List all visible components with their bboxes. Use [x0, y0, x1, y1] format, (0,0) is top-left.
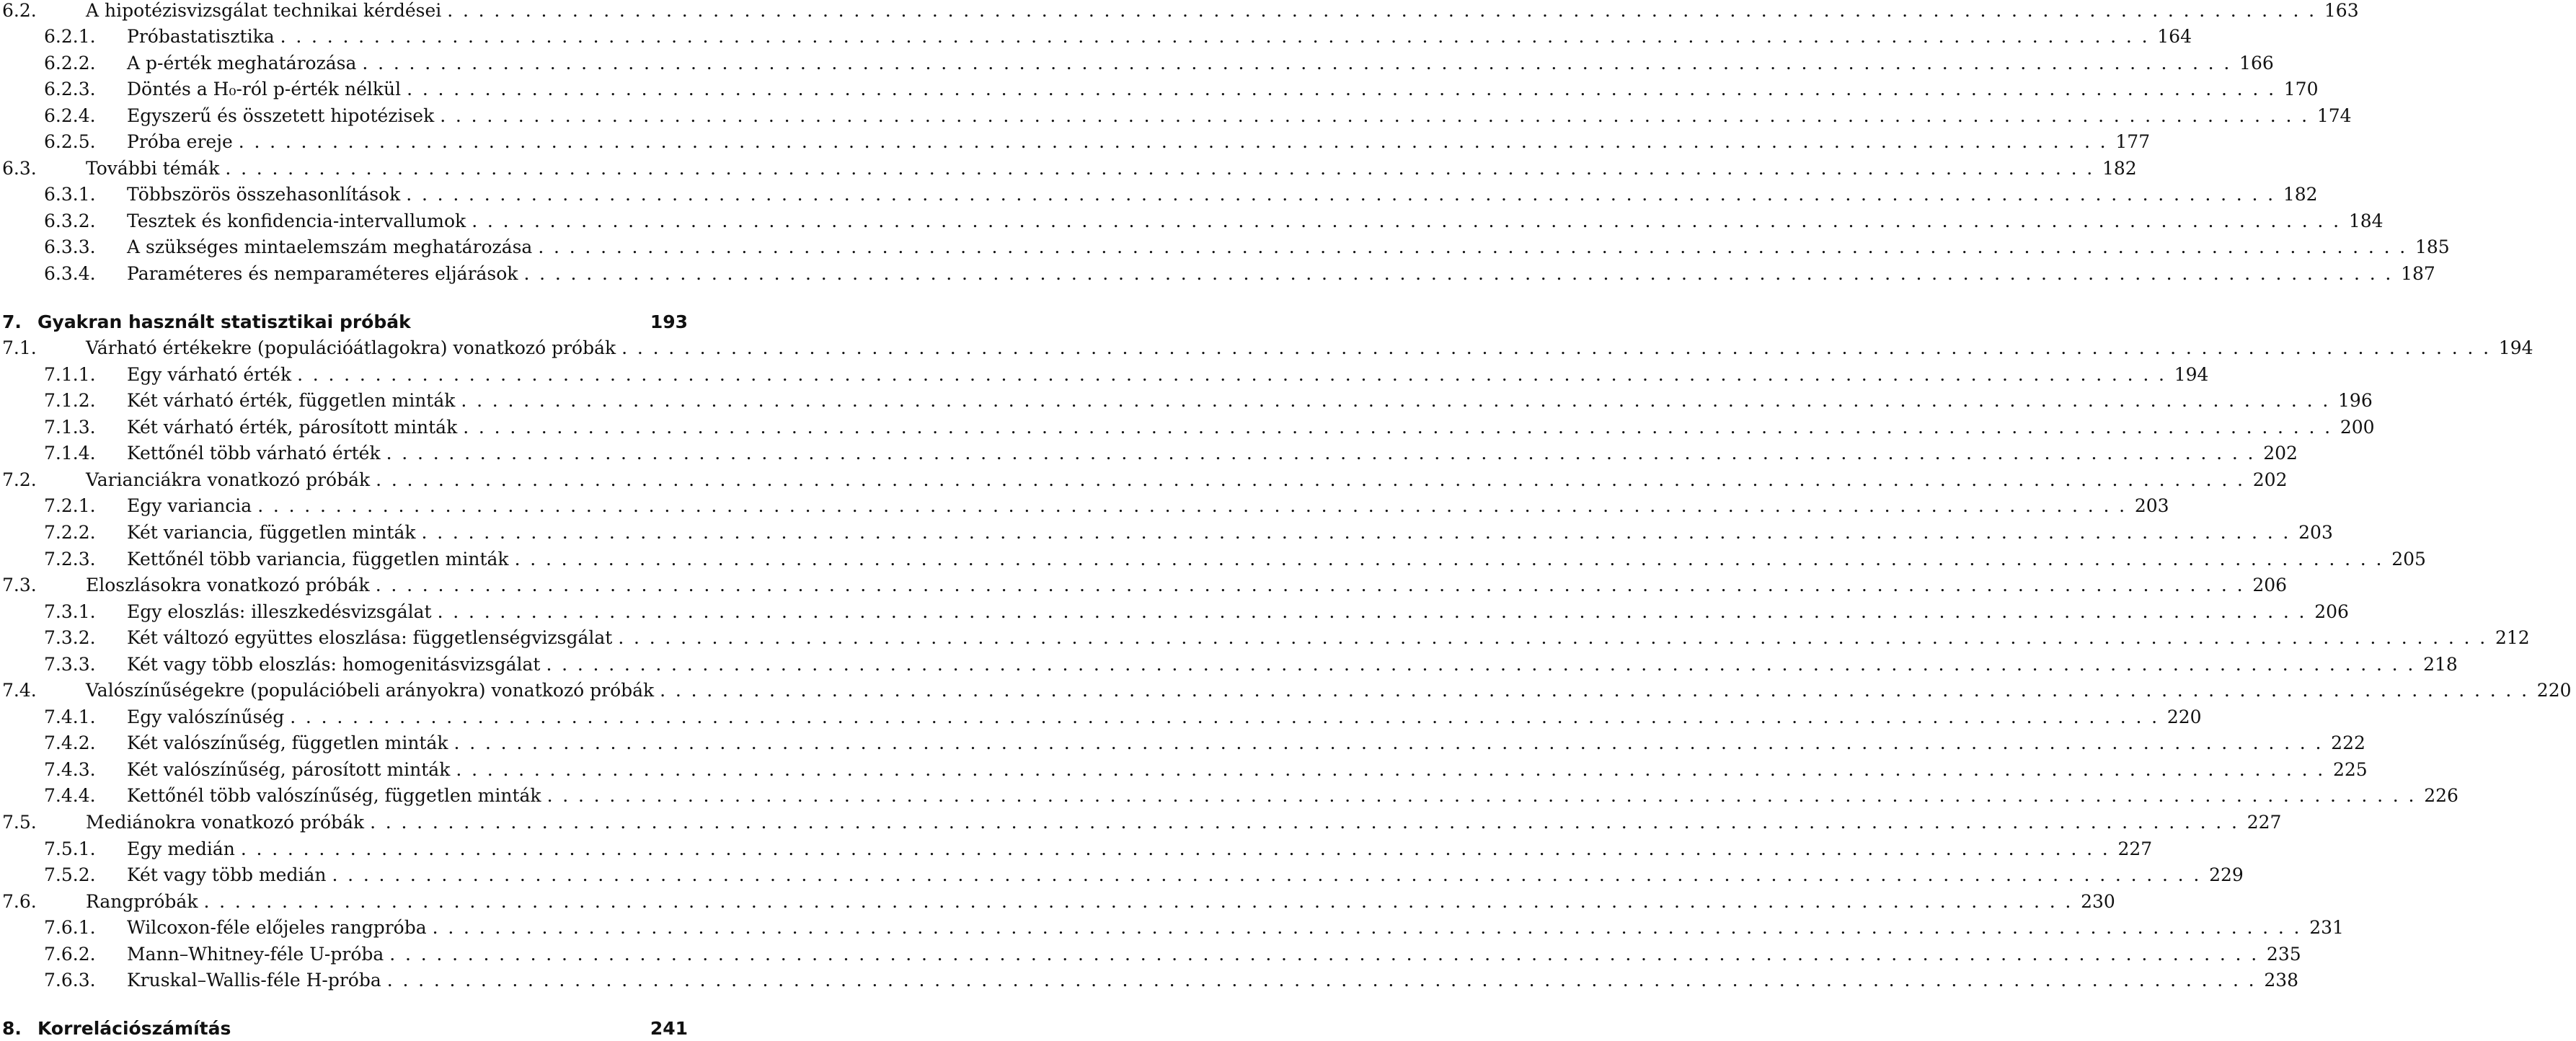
toc-entry-number: 7.2. [2, 469, 37, 490]
toc-entry[interactable] [0, 915, 2344, 941]
toc-entry-number: 7.3.1. [44, 601, 96, 622]
toc-entry-title: Két várható érték, független minták [127, 390, 456, 412]
toc-entry[interactable] [0, 546, 2426, 572]
toc-entry-title: Két vagy több eloszlás: homogenitásvizsgálat [127, 653, 541, 675]
toc-dot-leader: ........................................................................................................................ [440, 105, 2317, 126]
toc-entry[interactable] [0, 129, 2151, 155]
toc-dot-leader: ........................................................................................................................ [463, 416, 2340, 438]
toc-entry-title: Egy medián [127, 838, 235, 859]
toc-dot-leader: ........................................................................................................................ [386, 970, 2265, 991]
toc-entry-title: Korrelációszámítás [37, 1017, 231, 1039]
toc-entry-title: Próbastatisztika [127, 26, 275, 48]
toc-entry-page: 218 [2423, 653, 2458, 675]
toc-entry-page: 212 [2495, 627, 2530, 649]
toc-dot-leader: ........................................................................................................................ [240, 838, 2118, 859]
toc-entry-title: Két variancia, független minták [127, 521, 416, 543]
toc-entry[interactable] [0, 234, 2450, 260]
toc-entry[interactable] [0, 730, 2365, 756]
toc-entry[interactable] [0, 493, 2169, 519]
toc-entry[interactable] [0, 862, 2244, 888]
toc-entry-page: 226 [2424, 785, 2458, 807]
toc-entry[interactable] [0, 888, 2115, 914]
toc-entry[interactable] [0, 0, 2359, 23]
toc-entry-title: Valószínűségekre (populációbeli arányokra) vonatkozó próbák [86, 680, 655, 701]
toc-entry-page: 222 [2331, 732, 2365, 754]
toc-dot-leader: ........................................................................................................................ [621, 337, 2499, 359]
toc-entry-title: Egy valószínűség [127, 706, 285, 727]
toc-entry-page: 227 [2117, 838, 2153, 859]
toc-entry[interactable] [0, 414, 2375, 440]
toc-entry-page: 241 [650, 1017, 688, 1039]
toc-entry-title: Mediánokra vonatkozó próbák [86, 812, 365, 833]
toc-entry[interactable] [0, 76, 2319, 102]
toc-entry-number: 7.4.4. [44, 785, 96, 807]
toc-entry-title: Két változó együttes eloszlása: függetlenségvizsgálat [127, 627, 613, 649]
toc-entry[interactable] [0, 24, 2192, 50]
toc-entry-page: 238 [2264, 970, 2299, 991]
toc-entry[interactable] [0, 783, 2458, 809]
toc-entry-title: Két várható érték, párosított minták [127, 416, 458, 438]
toc-entry-number: 7.5.2. [44, 864, 96, 886]
toc-entry-page: 203 [2298, 521, 2333, 543]
toc-entry-page: 170 [2283, 79, 2319, 100]
toc-entry-title: Wilcoxon-féle előjeles rangpróba [127, 917, 427, 939]
toc-entry-page: 225 [2333, 758, 2368, 780]
toc-dot-leader: ........................................................................................................................ [447, 0, 2324, 21]
toc-dot-leader: ........................................................................................................................ [280, 26, 2158, 48]
toc-entry-title: Kettőnél több valószínűség, független minták [127, 785, 541, 807]
toc-dot-leader: ........................................................................................................................ [456, 758, 2333, 780]
toc-dot-leader: ........................................................................................................................ [370, 812, 2247, 833]
toc-entry-title: Mann–Whitney-féle U-próba [127, 943, 384, 965]
toc-entry-number: 7.2.3. [44, 548, 96, 570]
toc-dot-leader: ........................................................................................................................ [523, 263, 2402, 284]
toc-entry-page: 206 [2252, 575, 2288, 596]
toc-entry-title: Két valószínűség, független minták [127, 732, 448, 754]
toc-entry-page: 166 [2239, 52, 2274, 74]
toc-entry-number: 7.1.1. [44, 363, 96, 385]
toc-entry-number: 7.1.2. [44, 390, 96, 412]
toc-dot-leader: ........................................................................................................................ [386, 443, 2264, 464]
toc-entry[interactable] [0, 440, 2298, 466]
toc-entry-title: Kettőnél több várható érték [127, 443, 381, 464]
toc-dot-leader: ........................................................................................................................ [238, 131, 2116, 153]
toc-dot-leader: ........................................................................................................................ [257, 495, 2135, 517]
toc-entry-number: 6.3.2. [44, 210, 96, 231]
toc-dot-leader: ........................................................................................................................ [461, 390, 2339, 412]
toc-entry-page: 229 [2209, 864, 2244, 886]
toc-entry-page: 174 [2316, 105, 2352, 126]
toc-dot-leader: ........................................................................................................................ [472, 210, 2349, 231]
toc-dot-leader: ........................................................................................................................ [514, 548, 2392, 570]
toc-entry-number: 6.3. [2, 157, 37, 179]
toc-entry-title: Varianciákra vonatkozó próbák [86, 469, 371, 490]
toc-entry-title: Tesztek és konfidencia-intervallumok [127, 210, 466, 231]
toc-entry[interactable] [0, 572, 2288, 598]
toc-entry-number: 6.3.1. [44, 184, 96, 205]
toc-dot-leader: ........................................................................................................................ [332, 864, 2210, 886]
toc-entry[interactable] [0, 261, 2435, 287]
toc-entry-number: 7.3.3. [44, 653, 96, 675]
toc-dot-leader: ........................................................................................................................ [432, 917, 2310, 939]
toc-entry-number: 7.5.1. [44, 838, 96, 859]
toc-entry[interactable] [0, 466, 2288, 492]
toc-entry-page: 164 [2157, 26, 2192, 48]
toc-entry[interactable] [0, 625, 2530, 651]
toc-entry-number: 7.2.1. [44, 495, 96, 517]
toc-entry-page: 206 [2314, 601, 2349, 622]
toc-entry-page: 194 [2498, 337, 2533, 359]
toc-entry-number: 7.5. [2, 812, 37, 833]
toc-entry-page: 184 [2348, 210, 2384, 231]
toc-dot-leader: ........................................................................................................................ [225, 157, 2102, 179]
toc-entry-number: 7.4.2. [44, 732, 96, 754]
toc-entry[interactable] [0, 836, 2153, 861]
toc-entry-title: A p-érték meghatározása [127, 52, 357, 74]
toc-entry[interactable] [0, 598, 2349, 624]
toc-dot-leader: ........................................................................................................................ [453, 732, 2332, 754]
toc-dot-leader: ........................................................................................................................ [538, 236, 2415, 258]
toc-entry-number: 7. [2, 311, 22, 332]
toc-dot-leader: ........................................................................................................................ [406, 184, 2283, 205]
toc-dot-leader: ........................................................................................................................ [290, 706, 2167, 727]
toc-entry-page: 202 [2263, 443, 2298, 464]
toc-entry-number: 7.6.3. [44, 970, 96, 991]
toc-entry-number: 7.4. [2, 680, 37, 701]
toc-entry-number: 7.1.4. [44, 443, 96, 464]
toc-entry[interactable] [0, 208, 2384, 234]
toc-entry-title: Két valószínűség, párosított minták [127, 758, 451, 780]
toc-dot-leader: ........................................................................................................................ [546, 785, 2425, 807]
toc-entry-title: Eloszlásokra vonatkozó próbák [86, 575, 370, 596]
toc-entry-title: Gyakran használt statisztikai próbák [37, 311, 411, 332]
toc-entry-title: Egy eloszlás: illeszkedésvizsgálat [127, 601, 432, 622]
toc-dot-leader: ........................................................................................................................ [297, 363, 2174, 385]
toc-entry-number: 6.2.5. [44, 131, 96, 153]
toc-entry-number: 6.2. [2, 0, 37, 21]
toc-entry-number: 7.4.3. [44, 758, 96, 780]
toc-entry-number: 7.6.1. [44, 917, 96, 939]
toc-entry[interactable] [0, 519, 2333, 545]
toc-entry-title: Várható értékekre (populációátlagokra) vonatkozó próbák [86, 337, 616, 359]
toc-entry-page: 205 [2391, 548, 2426, 570]
toc-entry-number: 6.2.2. [44, 52, 96, 74]
toc-entry-title: Kruskal–Wallis-féle H-próba [127, 970, 381, 991]
toc-dot-leader: ........................................................................................................................ [376, 469, 2253, 490]
toc-entry-page: 230 [2081, 890, 2115, 912]
toc-entry[interactable] [0, 309, 692, 335]
toc-entry-number: 7.2.2. [44, 521, 96, 543]
toc-entry-page: 196 [2338, 390, 2373, 412]
toc-entry-number: 6.3.4. [44, 263, 96, 284]
toc-entry-title: Kettőnél több variancia, független minták [127, 548, 509, 570]
toc-entry-title: Egy várható érték [127, 363, 292, 385]
toc-dot-leader: ........................................................................................................................ [362, 52, 2240, 74]
toc-entry-number: 7.3.2. [44, 627, 96, 649]
toc-entry[interactable] [0, 941, 2301, 967]
toc-entry-page: 182 [2102, 157, 2137, 179]
toc-entry-title: Két vagy több medián [127, 864, 327, 886]
toc-entry-page: 163 [2324, 0, 2359, 21]
toc-entry-page: 182 [2283, 184, 2318, 205]
toc-entry-number: 7.6.2. [44, 943, 96, 965]
toc-entry-number: 8. [2, 1017, 22, 1039]
toc-entry-title: Döntés a H₀-ról p-érték nélkül [127, 79, 402, 100]
toc-entry-page: 202 [2252, 469, 2288, 490]
toc-entry-page: 231 [2309, 917, 2344, 939]
toc-entry-page: 177 [2115, 131, 2151, 153]
toc-entry[interactable] [0, 678, 2572, 704]
toc-entry-title: Rangpróbák [86, 890, 198, 912]
toc-entry-number: 7.3. [2, 575, 37, 596]
toc-entry-title: Egy variancia [127, 495, 252, 517]
toc-entry[interactable] [0, 50, 2274, 76]
toc-dot-leader: ........................................................................................................................ [375, 575, 2253, 596]
toc-entry-page: 200 [2340, 416, 2375, 438]
toc-entry[interactable] [0, 388, 2373, 414]
toc-entry-number: 7.4.1. [44, 706, 96, 727]
toc-entry-title: Egyszerű és összetett hipotézisek [127, 105, 435, 126]
toc-entry-title: Többszörös összehasonlítások [127, 184, 401, 205]
toc-entry-number: 7.6. [2, 890, 37, 912]
toc-entry-page: 220 [2166, 706, 2202, 727]
toc-entry-number: 6.2.4. [44, 105, 96, 126]
toc-entry[interactable] [0, 335, 2533, 361]
toc-entry-title: A hipotézisvizsgálat technikai kérdései [86, 0, 442, 21]
toc-entry[interactable] [0, 182, 2318, 208]
toc-entry-title: További témák [86, 157, 220, 179]
toc-dot-leader: ........................................................................................................................ [421, 521, 2299, 543]
toc-entry-page: 194 [2174, 363, 2209, 385]
toc-dot-leader: ........................................................................................................................ [407, 79, 2284, 100]
toc-dot-leader: ........................................................................................................................ [437, 601, 2315, 622]
toc-entry[interactable] [0, 1015, 692, 1041]
toc-entry-page: 185 [2415, 236, 2450, 258]
toc-entry-page: 203 [2134, 495, 2169, 517]
toc-entry[interactable] [0, 651, 2458, 677]
toc-entry[interactable] [0, 361, 2209, 387]
toc-entry-page: 187 [2401, 263, 2435, 284]
toc-entry[interactable] [0, 967, 2299, 993]
toc-entry-page: 193 [650, 311, 688, 332]
toc-entry-number: 6.3.3. [44, 236, 96, 258]
toc-entry-page: 220 [2536, 680, 2572, 701]
toc-entry-number: 7.1.3. [44, 416, 96, 438]
toc-dot-leader: ........................................................................................................................ [389, 943, 2267, 965]
toc-entry-number: 7.1. [2, 337, 37, 359]
toc-entry-title: Próba ereje [127, 131, 233, 153]
toc-entry-title: A szükséges mintaelemszám meghatározása [127, 236, 533, 258]
toc-entry[interactable] [0, 155, 2137, 181]
toc-dot-leader: ........................................................................................................................ [618, 627, 2495, 649]
toc-entry-number: 6.2.3. [44, 79, 96, 100]
toc-entry[interactable] [0, 810, 2282, 836]
toc-dot-leader: ........................................................................................................................ [546, 653, 2424, 675]
toc-entry-number: 6.2.1. [44, 26, 96, 48]
toc-entry-title: Paraméteres és nemparaméteres eljárások [127, 263, 518, 284]
toc-entry[interactable] [0, 102, 2352, 128]
toc-entry-page: 227 [2247, 812, 2282, 833]
toc-entry[interactable] [0, 756, 2368, 782]
toc-entry-page: 235 [2266, 943, 2301, 965]
toc-entry[interactable] [0, 704, 2202, 730]
toc-dot-leader: ........................................................................................................................ [203, 890, 2081, 912]
toc-dot-leader: ........................................................................................................................ [660, 680, 2537, 701]
